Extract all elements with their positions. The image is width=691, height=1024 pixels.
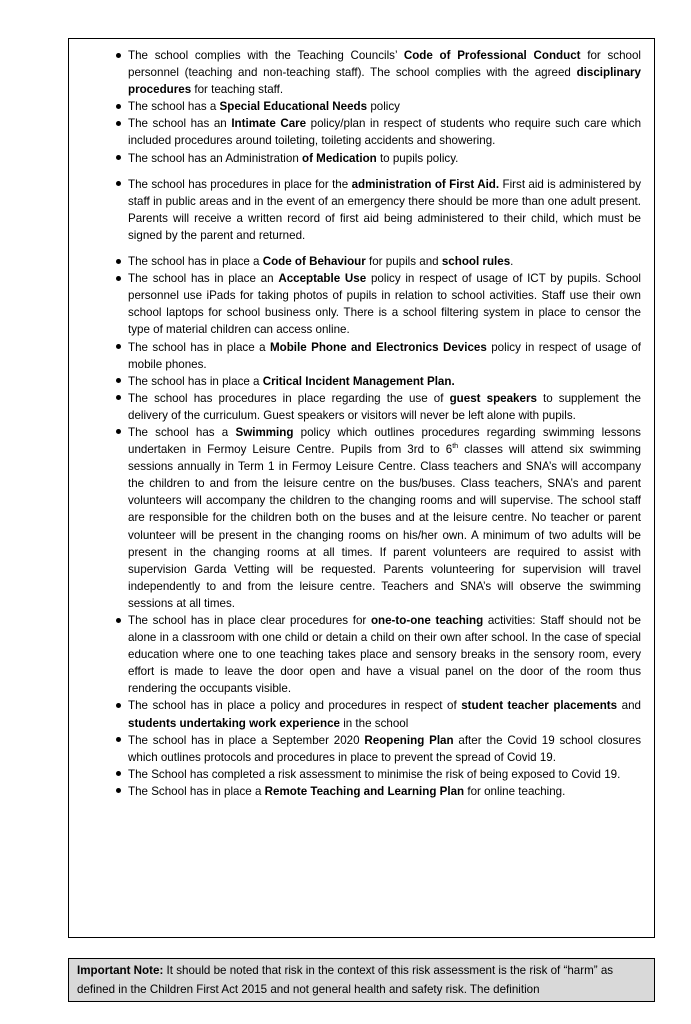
bullet-dot-icon	[116, 344, 121, 349]
policy-item-special-educational-needs	[82, 98, 641, 115]
policy-item-administration-of-medication	[82, 150, 641, 167]
policy-bullet-list	[69, 39, 654, 800]
policy-item-text: The School has completed a risk assessment to minimise the risk of being exposed to Covid 19.	[128, 767, 621, 781]
policy-item-text: The school has procedures in place regarding the use of guest speakers to supplement the delivery of the curriculum. Guest speakers or visitors will never be left alone with pupils.	[128, 391, 641, 422]
bullet-dot-icon	[116, 395, 121, 400]
policy-item-student-teacher-placements	[82, 697, 641, 731]
policy-item-intimate-care	[82, 115, 641, 149]
policy-item-text: The school has in place an Acceptable Use policy in respect of usage of ICT by pupils. School personnel use iPads for taking photos of pupils in relation to school activities. Staff use their own school laptops for school business only. There is a school filtering system in place to censor the type of material children can access online.	[128, 272, 641, 337]
bullet-dot-icon	[116, 276, 121, 281]
policy-item-text: The school has a Swimming policy which outlines procedures regarding swimming lessons undertaken in Fermoy Leisure Centre. Pupils from 3rd to 6th classes will attend six swimming sessions annually in Term 1 in Fermoy Leisure Centre. Class teachers and SNA’s will accompany the children to and from the leisure centre on the bus/buses. Class teachers, SNA’s and parent volunteers will accompany the children to the changing rooms and will supervise. The school staff are responsible for the children both on the buses and at the leisure centre. No teacher or parent volunteer will be present in the changing rooms on his/her own. A minimum of two adults will be present in the changing rooms at all times. If parent volunteers are required to assist with supervision Garda Vetting will be requested. Parents volunteering for supervision will travel independently to and from the leisure centre. Teachers and SNA’s will observe the swimming sessions at all times.	[128, 425, 641, 610]
policy-item-guest-speakers	[82, 390, 641, 424]
policy-item-covid-risk-assessment	[82, 766, 641, 783]
bullet-dot-icon	[116, 737, 121, 742]
policy-item-text: The school has an Intimate Care policy/plan in respect of students who require such care which included procedures around toileting, toileting accidents and showering.	[128, 117, 642, 148]
policy-item-text: The school has in place a Mobile Phone and Electronics Devices policy in respect of usage of mobile phones.	[128, 340, 641, 371]
policy-item-swimming	[82, 424, 641, 612]
bullet-dot-icon	[116, 788, 121, 793]
bullet-dot-icon	[116, 259, 121, 264]
bullet-dot-icon	[116, 181, 121, 186]
policy-item-one-to-one-teaching	[82, 612, 641, 697]
policy-item-text: The school has in place a Critical Incident Management Plan.	[128, 374, 455, 388]
policy-item-critical-incident-management-plan	[82, 373, 641, 390]
policy-item-administration-of-first-aid	[82, 176, 641, 244]
policy-item-text: The school has in place a September 2020 Reopening Plan after the Covid 19 school closures which outlines protocols and procedures in place to prevent the spread of Covid 19.	[128, 733, 641, 764]
policy-item-text: The school has an Administration of Medication to pupils policy.	[128, 151, 459, 165]
bullet-dot-icon	[116, 53, 121, 58]
bullet-dot-icon	[116, 155, 121, 160]
policy-list-box	[68, 38, 655, 938]
important-note-text: Important Note: It should be noted that risk in the context of this risk assessment is the risk of “harm” as defined in the Children First Act 2015 and not general health and safety risk. The definition	[77, 964, 614, 996]
policy-item-acceptable-use	[82, 270, 641, 338]
policy-item-text: The school has in place clear procedures for one-to-one teaching activities: Staff should not be alone in a classroom with one child or detain a child on their own after school. In the case of special education where one to one teaching takes place and sensory breaks in the sensory room, every effort is made to leave the door open and have a visual panel on the door of the room thus rendering the occupants visible.	[128, 614, 641, 696]
bullet-dot-icon	[116, 771, 121, 776]
bullet-dot-icon	[116, 378, 121, 383]
policy-item-reopening-plan	[82, 732, 641, 766]
policy-item-code-of-behaviour	[82, 253, 641, 270]
important-note-box	[68, 958, 655, 1002]
policy-item-text: The school has in place a Code of Behaviour for pupils and school rules.	[128, 255, 514, 269]
policy-item-mobile-phone-and-electronics-devices	[82, 339, 641, 373]
bullet-dot-icon	[116, 104, 121, 109]
bullet-dot-icon	[116, 703, 121, 708]
bullet-dot-icon	[116, 618, 121, 623]
policy-item-text: The school has in place a policy and procedures in respect of student teacher placements and students undertaking work experience in the school	[128, 699, 641, 730]
policy-item-code-of-professional-conduct	[82, 47, 641, 98]
bullet-dot-icon	[116, 429, 121, 434]
policy-item-remote-teaching-and-learning-plan	[82, 783, 641, 800]
policy-item-text: The school complies with the Teaching Councils’ Code of Professional Conduct for school personnel (teaching and non-teaching staff). The school complies with the agreed disciplinary procedures for teaching staff.	[128, 49, 641, 97]
policy-item-text: The school has procedures in place for the administration of First Aid. First aid is administered by staff in public areas and in the event of an emergency there should be more than one adult present. Parents will receive a written record of first aid being administered to their child, which must be signed by the parent and returned.	[128, 177, 642, 242]
bullet-dot-icon	[116, 121, 121, 126]
policy-item-text: The school has a Special Educational Needs policy	[128, 100, 400, 114]
policy-item-text: The School has in place a Remote Teaching and Learning Plan for online teaching.	[128, 784, 566, 798]
